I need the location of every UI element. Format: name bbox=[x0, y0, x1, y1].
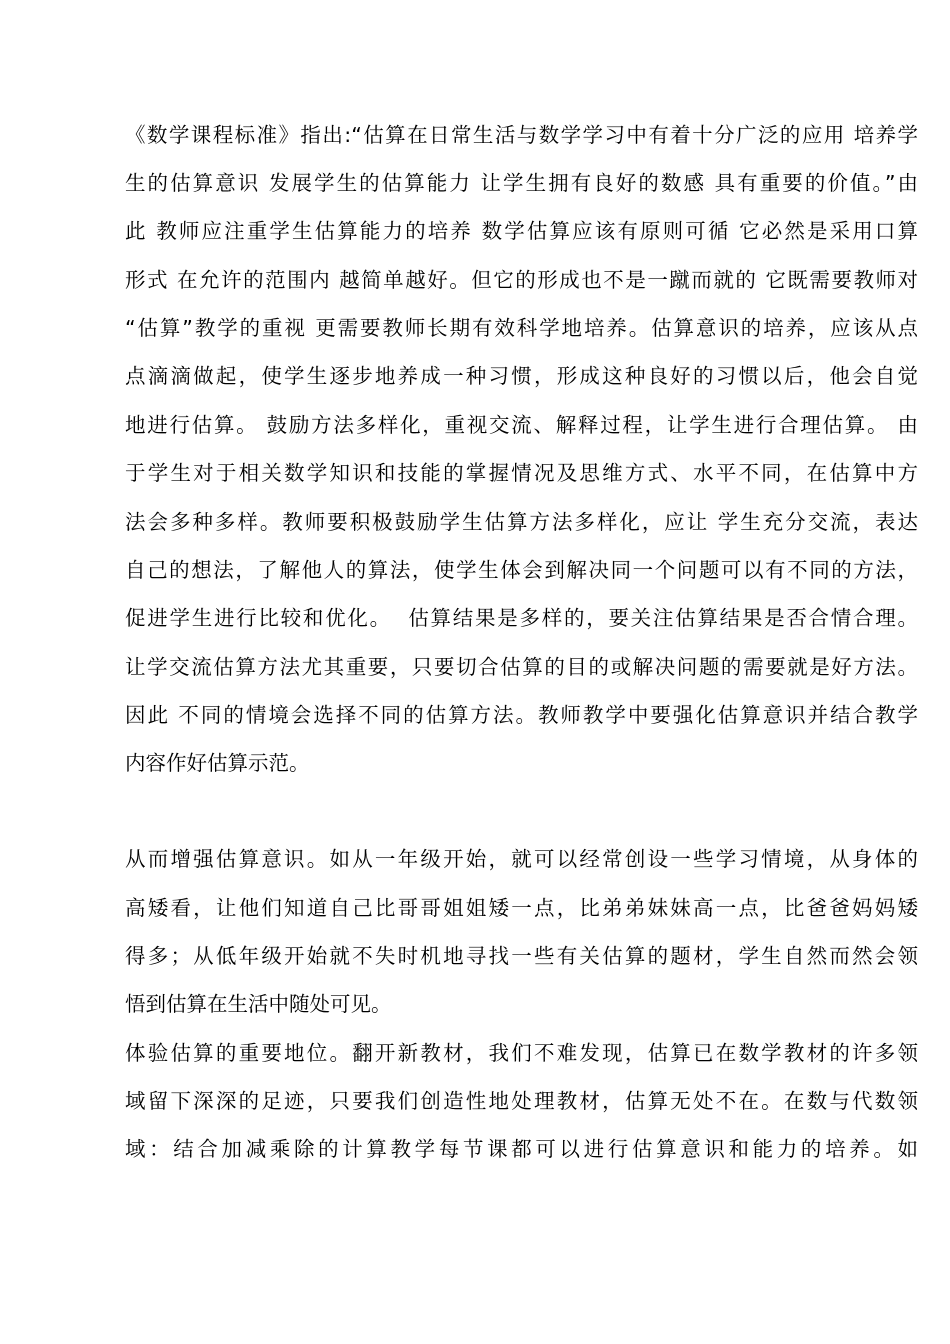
paragraph-1-line-5: “估算”教学的重视 更需要教师长期有效科学地培养。估算意识的培养，应该从点 bbox=[125, 316, 918, 340]
paragraph-1-line-14: 内容作好估算示范。 bbox=[125, 751, 310, 775]
paragraph-3-line-3: 域：结合加减乘除的计算教学每节课都可以进行估算意识和能力的培养。如 bbox=[125, 1137, 918, 1161]
paragraph-1-line-8: 于学生对于相关数学知识和技能的掌握情况及思维方式、水平不同，在估算中方 bbox=[125, 461, 918, 485]
paragraph-1-line-1: 《数学课程标准》指出:“估算在日常生活与数学学习中有着十分广泛的应用 培养学 bbox=[125, 123, 918, 147]
paragraph-1-line-3: 此 教师应注重学生估算能力的培养 数学估算应该有原则可循 它必然是采用口算 bbox=[125, 219, 918, 243]
paragraph-1-line-4: 形式 在允许的范围内 越简单越好。但它的形成也不是一蹴而就的 它既需要教师对 bbox=[125, 268, 918, 292]
paragraph-3-line-1: 体验估算的重要地位。翻开新教材，我们不难发现，估算已在数学教材的许多领 bbox=[125, 1041, 918, 1065]
paragraph-1-line-11: 促进学生进行比较和优化。 估算结果是多样的，要关注估算结果是否合情合理。 bbox=[125, 606, 918, 630]
paragraph-3-line-2: 域留下深深的足迹，只要我们创造性地处理教材，估算无处不在。在数与代数领 bbox=[125, 1089, 918, 1113]
paragraph-2-line-1: 从而增强估算意识。如从一年级开始，就可以经常创设一些学习情境，从身体的 bbox=[125, 847, 918, 871]
paragraph-2-line-3: 得多；从低年级开始就不失时机地寻找一些有关估算的题材，学生自然而然会领 bbox=[125, 944, 918, 968]
paragraph-1-line-2: 生的估算意识 发展学生的估算能力 让学生拥有良好的数感 具有重要的价值。”由 bbox=[125, 171, 918, 195]
paragraph-1-line-7: 地进行估算。 鼓励方法多样化，重视交流、解释过程，让学生进行合理估算。 由 bbox=[125, 413, 918, 437]
paragraph-1-line-10: 自己的想法，了解他人的算法，使学生体会到解决同一个问题可以有不同的方法， bbox=[125, 558, 918, 582]
paragraph-1-line-9: 法会多种多样。教师要积极鼓励学生估算方法多样化，应让 学生充分交流，表达 bbox=[125, 510, 918, 534]
paragraph-2-line-2: 高矮看，让他们知道自己比哥哥姐姐矮一点，比弟弟妹妹高一点，比爸爸妈妈矮 bbox=[125, 896, 918, 920]
paragraph-1-line-13: 因此 不同的情境会选择不同的估算方法。教师教学中要强化估算意识并结合教学 bbox=[125, 703, 918, 727]
paragraph-1-line-6: 点滴滴做起，使学生逐步地养成一种习惯，形成这种良好的习惯以后，他会自觉 bbox=[125, 364, 918, 388]
paragraph-2-line-4: 悟到估算在生活中随处可见。 bbox=[125, 992, 392, 1016]
paragraph-1-line-12: 让学交流估算方法尤其重要，只要切合估算的目的或解决问题的需要就是好方法。 bbox=[125, 655, 918, 679]
